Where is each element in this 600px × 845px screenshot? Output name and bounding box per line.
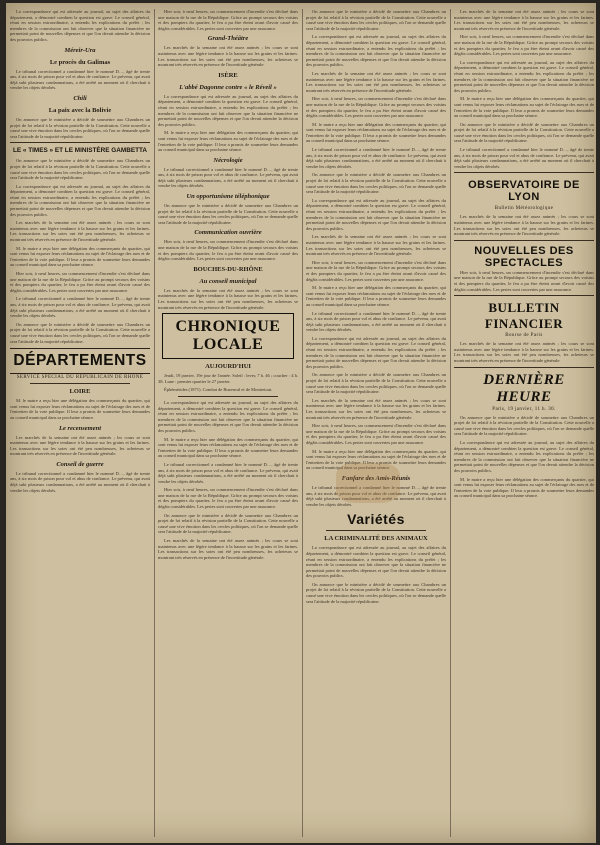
section-heading: Méreir-Ura bbox=[64, 46, 96, 54]
column-1 bbox=[10, 9, 150, 837]
almanac-text: Jeudi, 19 janvier, 19e jour de l'année. Soleil : lever, 7 h. 46 ; coucher : 4 h. 38. Lune : premier quartier le 27 janvier. bbox=[158, 373, 298, 384]
article-text: Le tribunal correctionnel a condamné hier le nommé D…, âgé de trente ans, à six mois de prison pour vol et abus de confiance. Le prévenu, qui avait déjà subi plusieurs condamnations, a été arrêté au moment où il cherchait à vendre les objets dérobés. bbox=[306, 147, 446, 169]
article-text: M. le maire a reçu hier une délégation des commerçants du quartier, qui sont venus lui exposer leurs réclamations au sujet de l'éclairage des rues et de l'entretien de la voie publique. Il leur a promis de soumettre leurs demandes au conseil municipal dans sa prochaine séance. bbox=[306, 121, 446, 144]
article-text: M. le maire a reçu hier une délégation des commerçants du quartier, qui sont venus lui exposer leurs réclamations au sujet de l'éclairage des rues et de l'entretien de la voie publique. Il leur a promis de soumettre leurs demandes au conseil municipal dans sa prochaine séance. bbox=[158, 130, 298, 153]
chronique-locale-title: CHRONIQUE LOCALE bbox=[162, 313, 294, 359]
article-text: Les marchés de la semaine ont été assez animés ; les cours se sont maintenus avec une légère tendance à la hausse sur les grains et les farines. Les transactions sur les soies ont été peu nombreuses, les acheteurs se montrant très réservés en présence de l'incertitude générale. bbox=[10, 434, 150, 457]
article-text: Les marchés de la semaine ont été assez animés ; les cours se sont maintenus avec une légère tendance à la hausse sur les grains et les farines. Les transactions sur les soies ont été peu nombreuses, les acheteurs se montrant très réservés en présence de l'incertitude générale. bbox=[10, 220, 150, 243]
section-heading: Au conseil municipal bbox=[199, 277, 257, 285]
article-text: La correspondance qui est adressée au journal, au sujet des affaires du département, a démontré combien la question est grave. Le conseil général, réuni en session extraordinaire, a entendu les explications du préfet ; les membres de la commission ont fait observer que la situation financière ne permettait point de nouvelles dépenses et que l'on devait attendre la décision des pouvoirs publics. bbox=[454, 59, 594, 93]
section-heading: La paix avec la Bolivie bbox=[48, 106, 112, 114]
article-text: La correspondance qui est adressée au journal, au sujet des affaires du département, a démontré combien la question est grave. Le conseil général, réuni en session extraordinaire, a entendu les explications du préfet ; les membres de la commission ont fait observer que la situation financière ne permettait point de nouvelles dépenses et que l'on devait attendre la décision des pouvoirs publics. bbox=[306, 545, 446, 579]
section-heading: Le procès du Galimas bbox=[49, 58, 111, 66]
article-text: Les marchés de la semaine ont été assez animés ; les cours se sont maintenus avec une légère tendance à la hausse sur les grains et les farines. Les transactions sur les soies ont été peu nombreuses, les acheteurs se montrant très réservés en présence de l'incertitude générale. bbox=[158, 538, 298, 560]
article-text: On annonce que le ministère a décidé de soumettre aux Chambres un projet de loi relatif à la révision partielle de la Constitution. Cette nouvelle a causé une vive émotion dans les cercles politiques, où l'on se demande quelle sera l'attitude de la majorité républicaine. bbox=[306, 372, 446, 395]
newspaper-page bbox=[6, 3, 596, 843]
article-text: On annonce que le ministère a décidé de soumettre aux Chambres un projet de loi relatif à la révision partielle de la Constitution. Cette nouvelle a causé une vive émotion dans les cercles politiques, où l'on se demande quelle sera l'attitude de la majorité républicaine. bbox=[306, 172, 446, 195]
article-text: Hier soir, à neuf heures, un commencement d'incendie s'est déclaré dans une maison de la rue de la République. Grâce au prompt secours des voisins et des pompiers du quartier, le feu a pu être éteint avant d'avoir causé des dégâts considérables. Les pertes sont couvertes par une assurance. bbox=[158, 487, 298, 510]
observatoire-subtitle: Bulletin Météorologique bbox=[494, 206, 554, 212]
article-text: Le tribunal correctionnel a condamné hier le nommé D…, âgé de trente ans, à six mois de prison pour vol et abus de confiance. Le prévenu, qui avait déjà subi plusieurs condamnations, a été arrêté au moment où il cherchait à vendre les objets dérobés. bbox=[10, 296, 150, 319]
section-heading: LOIRE bbox=[69, 388, 91, 396]
departements-title: DÉPARTEMENTS bbox=[10, 348, 150, 374]
spectacles-title: NOUVELLES DES SPECTACLES bbox=[474, 244, 574, 269]
article-text: Les marchés de la semaine ont été assez animés ; les cours se sont maintenus avec une légère tendance à la hausse sur les grains et les farines. Les transactions sur les soies ont été peu nombreuses, les acheteurs se montrant très réservés en présence de l'incertitude générale. bbox=[306, 397, 446, 420]
article-text: La correspondance qui est adressée au journal, au sujet des affaires du département, a démontré combien la question est grave. Le conseil général, réuni en session extraordinaire, a entendu les explications du préfet ; les membres de la commission ont fait observer que la situation financière ne permettait point de nouvelles dépenses et que l'on devait attendre la décision des pouvoirs publics. bbox=[306, 335, 446, 369]
column-3 bbox=[306, 9, 446, 837]
departements-subtitle: SERVICE SPÉCIAL DU RÉPUBLICAIN DE RHÔNE bbox=[16, 375, 144, 381]
divider bbox=[454, 367, 594, 368]
article-text: Le tribunal correctionnel a condamné hier le nommé D…, âgé de trente ans, à six mois de prison pour vol et abus de confiance. Le prévenu, qui avait déjà subi plusieurs condamnations, a été arrêté au moment où il cherchait à vendre les objets dérobés. bbox=[10, 68, 150, 91]
article-text: La correspondance qui est adressée au journal, au sujet des affaires du département, a démontré combien la question est grave. Le conseil général, réuni en session extraordinaire, a entendu les explications du préfet ; les membres de la commission ont fait observer que la situation financière ne permettait point de nouvelles dépenses et que l'on devait attendre la décision des pouvoirs publics. bbox=[10, 9, 150, 42]
section-heading: Nécrologie bbox=[213, 156, 243, 164]
column-rule bbox=[450, 9, 451, 837]
article-text: La correspondance qui est adressée au journal, au sujet des affaires du département, a démontré combien la question est grave. Le conseil général, réuni en session extraordinaire, a entendu les explications du préfet ; les membres de la commission ont fait observer que la situation financière ne permettait point de nouvelles dépenses et que l'on devait attendre la décision des pouvoirs publics. bbox=[454, 439, 594, 473]
article-text: M. le maire a reçu hier une délégation des commerçants du quartier, qui sont venus lui exposer leurs réclamations au sujet de l'éclairage des rues et de l'entretien de la voie publique. Il leur a promis de soumettre leurs demandes au conseil municipal dans sa prochaine séance. bbox=[10, 245, 150, 268]
section-heading: Un opportunisme téléphonique bbox=[186, 193, 270, 201]
article-text: M. le maire a reçu hier une délégation des commerçants du quartier, qui sont venus lui exposer leurs réclamations au sujet de l'éclairage des rues et de l'entretien de la voie publique. Il leur a promis de soumettre leurs demandes au conseil municipal dans sa prochaine séance. bbox=[10, 398, 150, 420]
dateline: Paris, 19 janvier, 11 h. 30. bbox=[492, 406, 556, 412]
divider bbox=[454, 240, 594, 241]
article-text: M. le maire a reçu hier une délégation des commerçants du quartier, qui sont venus lui exposer leurs réclamations au sujet de l'éclairage des rues et de l'entretien de la voie publique. Il leur a promis de soumettre leurs demandes au conseil municipal dans sa prochaine séance. bbox=[306, 448, 446, 471]
column-rule bbox=[302, 9, 303, 837]
section-heading: LA CRIMINALITÉ DES ANIMAUX bbox=[324, 535, 428, 543]
almanac-text: Éphémérides (1871). Combat de Buzenval et de Montretout. bbox=[164, 387, 273, 393]
article-text: La correspondance qui est adressée au journal, au sujet des affaires du département, a démontré combien la question est grave. Le conseil général, réuni en session extraordinaire, a entendu les explications du préfet ; les membres de la commission ont fait observer que la situation financière ne permettait point de nouvelles dépenses et que l'on devait attendre la décision des pouvoirs publics. bbox=[10, 183, 150, 217]
article-headline: LE « TIMES » ET LE MINISTÈRE GAMBETTA bbox=[12, 147, 148, 155]
article-text: La correspondance qui est adressée au journal, au sujet des affaires du département, a démontré combien la question est grave. Le conseil général, réuni en session extraordinaire, a entendu les explications du préfet ; les membres de la commission ont fait observer que la situation financière ne permettait point de nouvelles dépenses et que l'on devait attendre la décision des pouvoirs publics. bbox=[158, 93, 298, 127]
article-text: Le tribunal correctionnel a condamné hier le nommé D…, âgé de trente ans, à six mois de prison pour vol et abus de confiance. Le prévenu, qui avait déjà subi plusieurs condamnations, a été arrêté au moment où il cherchait à vendre les objets dérobés. bbox=[306, 310, 446, 333]
article-text: Hier soir, à neuf heures, un commencement d'incendie s'est déclaré dans une maison de la rue de la République. Grâce au prompt secours des voisins et des pompiers du quartier, le feu a pu être éteint avant d'avoir causé des dégâts considérables. Les pertes sont couvertes par une assurance. bbox=[306, 96, 446, 119]
article-text: La correspondance qui est adressée au journal, au sujet des affaires du département, a démontré combien la question est grave. Le conseil général, réuni en session extraordinaire, a entendu les explications du préfet ; les membres de la commission ont fait observer que la situation financière ne permettait point de nouvelles dépenses et que l'on devait attendre la décision des pouvoirs publics. bbox=[306, 197, 446, 231]
divider bbox=[178, 396, 278, 397]
article-text: Les marchés de la semaine ont été assez animés ; les cours se sont maintenus avec une légère tendance à la hausse sur les grains et les farines. Les transactions sur les soies ont été peu nombreuses, les acheteurs se montrant très réservés en présence de l'incertitude générale. bbox=[306, 234, 446, 257]
divider bbox=[454, 295, 594, 296]
article-text: On annonce que le ministère a décidé de soumettre aux Chambres un projet de loi relatif à la révision partielle de la Constitution. Cette nouvelle a causé une vive émotion dans les cercles politiques, où l'on se demande quelle sera l'attitude de la majorité républicaine. bbox=[454, 121, 594, 144]
article-text: Le tribunal correctionnel a condamné hier le nommé D…, âgé de trente ans, à six mois de prison pour vol et abus de confiance. Le prévenu, qui avait déjà subi plusieurs condamnations, a été arrêté au moment où il cherchait à vendre les objets dérobés. bbox=[158, 461, 298, 484]
article-text: On annonce que le ministère a décidé de soumettre aux Chambres un projet de loi relatif à la révision partielle de la Constitution. Cette nouvelle a causé une vive émotion dans les cercles politiques, où l'on se demande quelle sera l'attitude de la majorité républicaine. bbox=[454, 414, 594, 437]
article-text: On annonce que le ministère a décidé de soumettre aux Chambres un projet de loi relatif à la révision partielle de la Constitution. Cette nouvelle a causé une vive émotion dans les cercles politiques, où l'on se demande quelle sera l'attitude de la majorité républicaine. bbox=[306, 9, 446, 31]
article-text: Hier soir, à neuf heures, un commencement d'incendie s'est déclaré dans une maison de la rue de la République. Grâce au prompt secours des voisins et des pompiers du quartier, le feu a pu être éteint avant d'avoir causé des dégâts considérables. Les pertes sont couvertes par une assurance. bbox=[306, 259, 446, 282]
article-text: Le tribunal correctionnel a condamné hier le nommé D…, âgé de trente ans, à six mois de prison pour vol et abus de confiance. Le prévenu, qui avait déjà subi plusieurs condamnations, a été arrêté au moment où il cherchait à vendre les objets dérobés. bbox=[158, 166, 298, 189]
article-text: On annonce que le ministère a décidé de soumettre aux Chambres un projet de loi relatif à la révision partielle de la Constitution. Cette nouvelle a causé une vive émotion dans les cercles politiques, où l'on se demande quelle sera l'attitude de la majorité républicaine. bbox=[10, 158, 150, 181]
paper-stain bbox=[336, 463, 400, 503]
article-text: La correspondance qui est adressée au journal, au sujet des affaires du département, a démontré combien la question est grave. Le conseil général, réuni en session extraordinaire, a entendu les explications du préfet ; les membres de la commission ont fait observer que la situation financière ne permettait point de nouvelles dépenses et que l'on devait attendre la décision des pouvoirs publics. bbox=[306, 34, 446, 68]
divider bbox=[10, 142, 150, 143]
article-text: On annonce que le ministère a décidé de soumettre aux Chambres un projet de loi relatif à la révision partielle de la Constitution. Cette nouvelle a causé une vive émotion dans les cercles politiques, où l'on se demande quelle sera l'attitude de la majorité républicaine. bbox=[158, 512, 298, 535]
article-text: On annonce que le ministère a décidé de soumettre aux Chambres un projet de loi relatif à la révision partielle de la Constitution. Cette nouvelle a causé une vive émotion dans les cercles politiques, où l'on se demande quelle sera l'attitude de la majorité républicaine. bbox=[10, 116, 150, 139]
divider bbox=[454, 172, 594, 173]
section-heading: Grand-Théâtre bbox=[207, 35, 249, 43]
section-heading: Conseil de guerre bbox=[56, 460, 104, 468]
article-text: M. le maire a reçu hier une délégation des commerçants du quartier, qui sont venus lui exposer leurs réclamations au sujet de l'éclairage des rues et de l'entretien de la voie publique. Il leur a promis de soumettre leurs demandes au conseil municipal dans sa prochaine séance. bbox=[306, 285, 446, 307]
bourse-subtitle: Bourse de Paris bbox=[505, 333, 543, 339]
bulletin-financier-title: BULLETIN FINANCIER bbox=[484, 300, 564, 332]
column-4 bbox=[454, 9, 594, 837]
divider bbox=[326, 530, 426, 531]
column-rule bbox=[154, 9, 155, 837]
section-heading: L'abbé Dagonne contre « le Réveil » bbox=[179, 83, 277, 91]
article-text: On annonce que le ministère a décidé de soumettre aux Chambres un projet de loi relatif à la révision partielle de la Constitution. Cette nouvelle a causé une vive émotion dans les cercles politiques, où l'on se demande quelle sera l'attitude de la majorité républicaine. bbox=[10, 321, 150, 344]
observatoire-title: OBSERVATOIRE DE LYON bbox=[468, 179, 580, 204]
section-heading: Chili bbox=[73, 94, 87, 102]
article-text: Hier soir, à neuf heures, un commencement d'incendie s'est déclaré dans une maison de la rue de la République. Grâce au prompt secours des voisins et des pompiers du quartier, le feu a pu être éteint avant d'avoir causé des dégâts considérables. Les pertes sont couvertes par une assurance. bbox=[306, 423, 446, 445]
column-2 bbox=[158, 9, 298, 837]
article-text: Les marchés de la semaine ont été assez animés ; les cours se sont maintenus avec une légère tendance à la hausse sur les grains et les farines. Les transactions sur les soies ont été peu nombreuses, les acheteurs se montrant très réservés en présence de l'incertitude générale. bbox=[306, 70, 446, 93]
article-text: Les marchés de la semaine ont été assez animés ; les cours se sont maintenus avec une légère tendance à la hausse sur les grains et les farines. Les transactions sur les soies ont été peu nombreuses, les acheteurs se montrant très réservés en présence de l'incertitude générale. bbox=[158, 287, 298, 310]
article-text: On annonce que le ministère a décidé de soumettre aux Chambres un projet de loi relatif à la révision partielle de la Constitution. Cette nouvelle a causé une vive émotion dans les cercles politiques, où l'on se demande quelle sera l'attitude de la majorité républicaine. bbox=[158, 203, 298, 225]
article-text: Le tribunal correctionnel a condamné hier le nommé D…, âgé de trente ans, à six mois de prison pour vol et abus de confiance. Le prévenu, qui avait déjà subi plusieurs condamnations, a été arrêté au moment où il cherchait à vendre les objets dérobés. bbox=[10, 470, 150, 493]
article-text: M. le maire a reçu hier une délégation des commerçants du quartier, qui sont venus lui exposer leurs réclamations au sujet de l'éclairage des rues et de l'entretien de la voie publique. Il leur a promis de soumettre leurs demandes au conseil municipal dans sa prochaine séance. bbox=[158, 436, 298, 459]
article-text: Les marchés de la semaine ont été assez animés ; les cours se sont maintenus avec une légère tendance à la hausse sur les grains et les farines. Les transactions sur les soies ont été peu nombreuses, les acheteurs se montrant très réservés en présence de l'incertitude générale. bbox=[454, 9, 594, 31]
section-heading: BOUCHES-DU-RHÔNE bbox=[193, 265, 263, 273]
section-heading: AUJOURD'HUI bbox=[205, 363, 251, 371]
article-text: Les marchés de la semaine ont été assez animés ; les cours se sont maintenus avec une légère tendance à la hausse sur les grains et les farines. Les transactions sur les soies ont été peu nombreuses, les acheteurs se montrant très réservés en présence de l'incertitude générale. bbox=[454, 341, 594, 363]
article-text: Hier soir, à neuf heures, un commencement d'incendie s'est déclaré dans une maison de la rue de la République. Grâce au prompt secours des voisins et des pompiers du quartier, le feu a pu être éteint avant d'avoir causé des dégâts considérables. Les pertes sont couvertes par une assurance. bbox=[158, 239, 298, 262]
section-heading: Le recensement bbox=[58, 424, 102, 432]
article-text: Les marchés de la semaine ont été assez animés ; les cours se sont maintenus avec une légère tendance à la hausse sur les grains et les farines. Les transactions sur les soies ont été peu nombreuses, les acheteurs se montrant très réservés en présence de l'incertitude générale. bbox=[454, 214, 594, 237]
section-heading: ISÈRE bbox=[218, 71, 238, 79]
article-text: Hier soir, à neuf heures, un commencement d'incendie s'est déclaré dans une maison de la rue de la République. Grâce au prompt secours des voisins et des pompiers du quartier, le feu a pu être éteint avant d'avoir causé des dégâts considérables. Les pertes sont couvertes par une assurance. bbox=[10, 271, 150, 293]
section-heading: Communication ouvrière bbox=[194, 229, 262, 237]
article-text: M. le maire a reçu hier une délégation des commerçants du quartier, qui sont venus lui exposer leurs réclamations au sujet de l'éclairage des rues et de l'entretien de la voie publique. Il leur a promis de soumettre leurs demandes au conseil municipal dans sa prochaine séance. bbox=[454, 96, 594, 119]
derniere-heure-title: DERNIÈRE HEURE bbox=[483, 371, 565, 405]
article-text: Les marchés de la semaine ont été assez animés ; les cours se sont maintenus avec une légère tendance à la hausse sur les grains et les farines. Les transactions sur les soies ont été peu nombreuses, les acheteurs se montrant très réservés en présence de l'incertitude générale. bbox=[158, 45, 298, 68]
section-heading: Fanfare des Amis-Réunis bbox=[341, 474, 411, 482]
article-text: Hier soir, à neuf heures, un commencement d'incendie s'est déclaré dans une maison de la rue de la République. Grâce au prompt secours des voisins et des pompiers du quartier, le feu a pu être éteint avant d'avoir causé des dégâts considérables. Les pertes sont couvertes par une assurance. bbox=[158, 9, 298, 31]
divider bbox=[30, 383, 130, 384]
article-text: Le tribunal correctionnel a condamné hier le nommé D…, âgé de trente ans, à six mois de prison pour vol et abus de confiance. Le prévenu, qui avait déjà subi plusieurs condamnations, a été arrêté au moment où il cherchait à vendre les objets dérobés. bbox=[306, 484, 446, 507]
article-text: Hier soir, à neuf heures, un commencement d'incendie s'est déclaré dans une maison de la rue de la République. Grâce au prompt secours des voisins et des pompiers du quartier, le feu a pu être éteint avant d'avoir causé des dégâts considérables. Les pertes sont couvertes par une assurance. bbox=[454, 269, 594, 292]
article-text: On annonce que le ministère a décidé de soumettre aux Chambres un projet de loi relatif à la révision partielle de la Constitution. Cette nouvelle a causé une vive émotion dans les cercles politiques, où l'on se demande quelle sera l'attitude de la majorité républicaine. bbox=[306, 581, 446, 604]
article-text: Le tribunal correctionnel a condamné hier le nommé D…, âgé de trente ans, à six mois de prison pour vol et abus de confiance. Le prévenu, qui avait déjà subi plusieurs condamnations, a été arrêté au moment où il cherchait à vendre les objets dérobés. bbox=[454, 147, 594, 169]
article-text: M. le maire a reçu hier une délégation des commerçants du quartier, qui sont venus lui exposer leurs réclamations au sujet de l'éclairage des rues et de l'entretien de la voie publique. Il leur a promis de soumettre leurs demandes au conseil municipal dans sa prochaine séance. bbox=[454, 476, 594, 499]
article-text: Hier soir, à neuf heures, un commencement d'incendie s'est déclaré dans une maison de la rue de la République. Grâce au prompt secours des voisins et des pompiers du quartier, le feu a pu être éteint avant d'avoir causé des dégâts considérables. Les pertes sont couvertes par une assurance. bbox=[454, 34, 594, 57]
varietes-title: Variétés bbox=[347, 511, 405, 528]
article-text: La correspondance qui est adressée au journal, au sujet des affaires du département, a démontré combien la question est grave. Le conseil général, réuni en session extraordinaire, a entendu les explications du préfet ; les membres de la commission ont fait observer que la situation financière ne permettait point de nouvelles dépenses et que l'on devait attendre la décision des pouvoirs publics. bbox=[158, 399, 298, 433]
